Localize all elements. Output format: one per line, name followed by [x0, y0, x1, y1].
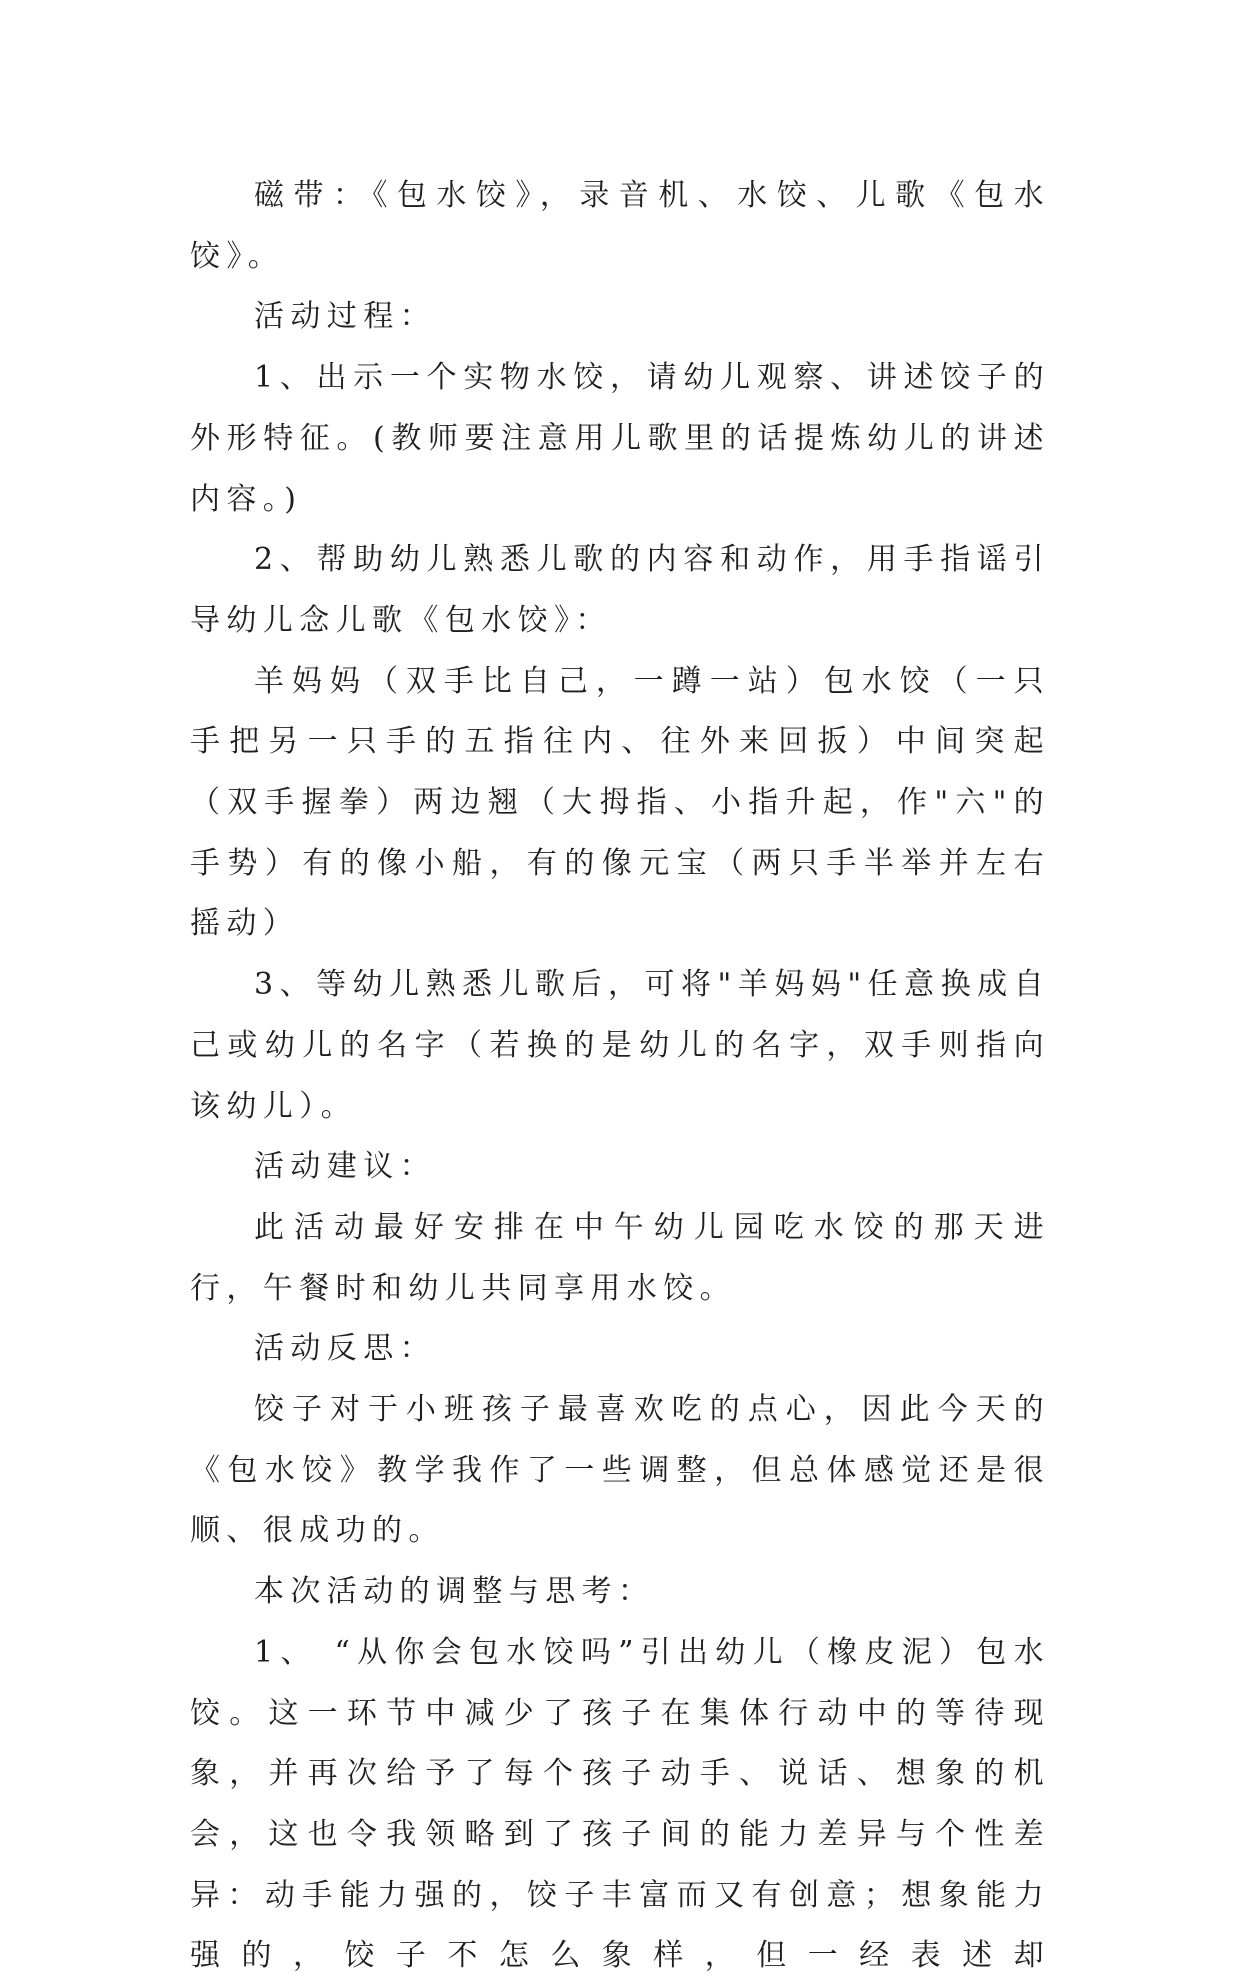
paragraph-step-3: 3、等幼儿熟悉儿歌后，可将"羊妈妈"任意换成自己或幼儿的名字（若换的是幼儿的名字，双手则指向该幼儿）。 — [190, 967, 1050, 1124]
document-body — [190, 166, 1050, 1987]
paragraph-suggestion: 此活动最好安排在中午幼儿园吃水饺的那天进行，午餐时和幼儿共同享用水饺。 — [190, 1209, 1050, 1306]
paragraph-reflection: 饺子对于小班孩子最喜欢吃的点心，因此今天的《包水饺》教学我作了一些调整，但总体感觉还是很顺、很成功的。 — [190, 1392, 1050, 1549]
heading-activity-reflection: 活动反思： — [254, 1331, 436, 1367]
paragraph-rhyme-actions: 羊妈妈（双手比自己，一蹲一站）包水饺（一只手把另一只手的五指往内、往外来回扳）中间突起（双手握拳）两边翘（大拇指、小指升起，作"六"的手势）有的像小船，有的像元宝（两只手半举并左右摇动） — [190, 663, 1050, 942]
paragraph-materials: 磁带：《包水饺》，录音机、水饺、儿歌《包水饺》。 — [190, 178, 1050, 274]
paragraph-step-1: 1、出示一个实物水饺，请幼儿观察、讲述饺子的外形特征。(教师要注意用儿歌里的话提炼幼儿的讲述内容。) — [190, 360, 1050, 517]
heading-adjustment-thinking: 本次活动的调整与思考： — [254, 1574, 655, 1610]
heading-activity-process: 活动过程： — [254, 299, 436, 335]
heading-activity-suggestion: 活动建议： — [254, 1149, 436, 1185]
paragraph-step-2: 2、帮助幼儿熟悉儿歌的内容和动作，用手指谣引导幼儿念儿歌《包水饺》： — [190, 542, 1050, 638]
paragraph-adjustment-1: 1、 “从你会包水饺吗”引出幼儿（橡皮泥）包水饺。这一环节中减少了孩子在集体行动中的等待现象，并再次给予了每个孩子动手、说话、想象的机会，这也令我领略到了孩子间的能力差异与个性差异：动手能力强的，饺子丰富而又有创意；想象能力强的，饺子不怎么象样，但一经表述却 — [190, 1634, 1050, 1974]
